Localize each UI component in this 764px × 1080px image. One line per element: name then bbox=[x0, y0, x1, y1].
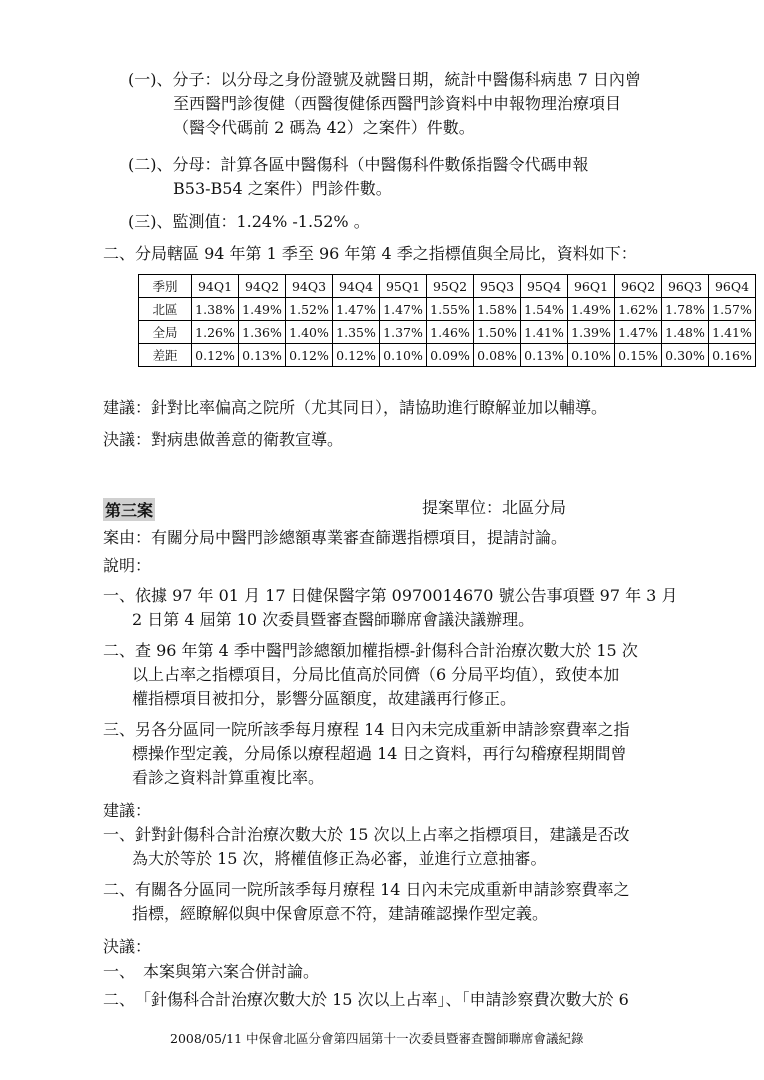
table-cell: 0.15% bbox=[615, 344, 662, 367]
table-cell: 1.41% bbox=[709, 321, 756, 344]
explain-2-line-3: 權指標項目被扣分，影響分區額度，故建議再行修正。 bbox=[132, 689, 517, 708]
table-cell: 1.47% bbox=[380, 298, 427, 321]
table-header-cell: 96Q3 bbox=[662, 275, 709, 298]
item-1-line-3: （醫令代碼前 2 碼為 42）之案件）件數。 bbox=[173, 118, 475, 137]
table-row bbox=[139, 298, 756, 321]
table-row-label: 北區 bbox=[139, 298, 192, 321]
table-cell: 0.10% bbox=[380, 344, 427, 367]
table-cell: 1.38% bbox=[192, 298, 239, 321]
table-cell: 0.12% bbox=[333, 344, 380, 367]
case-3-explain-label: 說明： bbox=[103, 556, 152, 575]
table-cell: 1.55% bbox=[427, 298, 474, 321]
case-3-unit: 提案單位：北區分局 bbox=[422, 498, 567, 517]
table-cell: 1.62% bbox=[615, 298, 662, 321]
resolution-1: 決議：對病患做善意的衛教宣導。 bbox=[103, 430, 344, 449]
table-cell: 1.50% bbox=[474, 321, 521, 344]
suggest-1-line-1: 一、針對針傷科合計治療次數大於 15 次以上占率之指標項目，建議是否改 bbox=[103, 825, 630, 844]
table-header-label: 季別 bbox=[139, 275, 192, 298]
table-cell: 1.41% bbox=[521, 321, 568, 344]
table-header-cell: 96Q4 bbox=[709, 275, 756, 298]
case-3-resolve-label: 決議： bbox=[103, 937, 152, 956]
table-cell: 0.09% bbox=[427, 344, 474, 367]
explain-3-line-2: 標操作型定義，分局係以療程超過 14 日之資料，再行勾稽療程期間曾 bbox=[132, 744, 627, 763]
explain-2-line-2: 以上占率之指標項目，分局比值高於同儕（6 分局平均值），致使本加 bbox=[132, 665, 620, 684]
suggest-1-line-2: 為大於等於 15 次，將權值修正為必審，並進行立意抽審。 bbox=[132, 849, 547, 868]
table-cell: 0.13% bbox=[521, 344, 568, 367]
explain-1-line-1: 一、依據 97 年 01 月 17 日健保醫字第 0970014670 號公告事項暨 97 年 3 月 bbox=[103, 586, 678, 605]
table-cell: 1.58% bbox=[474, 298, 521, 321]
table-cell: 1.54% bbox=[521, 298, 568, 321]
table-row bbox=[139, 321, 756, 344]
table-cell: 1.57% bbox=[709, 298, 756, 321]
table-row-label: 差距 bbox=[139, 344, 192, 367]
explain-3-line-1: 三、另各分區同一院所該季每月療程 14 日內未完成重新申請診察費率之指 bbox=[103, 720, 630, 739]
table-cell: 0.08% bbox=[474, 344, 521, 367]
item-1-line-2: 至西醫門診復健（西醫復健係西醫門診資料中申報物理治療項目 bbox=[173, 94, 622, 113]
table-cell: 0.10% bbox=[568, 344, 615, 367]
indicator-table bbox=[138, 274, 756, 367]
table-cell: 1.47% bbox=[615, 321, 662, 344]
section-2-heading: 二、分局轄區 94 年第 1 季至 96 年第 4 季之指標值與全局比，資料如下： bbox=[103, 244, 637, 263]
explain-3-line-3: 看診之資料計算重複比率。 bbox=[132, 768, 325, 787]
case-3-suggest-label: 建議： bbox=[103, 801, 152, 820]
table-header-cell: 94Q3 bbox=[286, 275, 333, 298]
table-cell: 1.40% bbox=[286, 321, 333, 344]
table-header-row bbox=[139, 275, 756, 298]
suggest-2-line-2: 指標，經瞭解似與中保會原意不符，建請確認操作型定義。 bbox=[132, 904, 549, 923]
resolve-2: 二、 「針傷科合計治療次數大於 15 次以上占率」、「申請診察費次數大於 6 bbox=[103, 990, 629, 1009]
table-cell: 1.35% bbox=[333, 321, 380, 344]
table-cell: 1.26% bbox=[192, 321, 239, 344]
table-header-cell: 94Q2 bbox=[239, 275, 286, 298]
table-cell: 0.12% bbox=[192, 344, 239, 367]
table-cell: 1.49% bbox=[568, 298, 615, 321]
table-row-label: 全局 bbox=[139, 321, 192, 344]
table-cell: 1.37% bbox=[380, 321, 427, 344]
resolve-1: 一、 本案與第六案合併討論。 bbox=[103, 962, 320, 981]
table-header-cell: 95Q1 bbox=[380, 275, 427, 298]
table-header-cell: 95Q4 bbox=[521, 275, 568, 298]
table-header-cell: 95Q3 bbox=[474, 275, 521, 298]
suggest-2-line-1: 二、有關各分區同一院所該季每月療程 14 日內未完成重新申請診察費率之 bbox=[103, 880, 630, 899]
table-cell: 1.46% bbox=[427, 321, 474, 344]
table-cell: 0.30% bbox=[662, 344, 709, 367]
table-cell: 0.12% bbox=[286, 344, 333, 367]
table-cell: 1.36% bbox=[239, 321, 286, 344]
table-header-cell: 96Q2 bbox=[615, 275, 662, 298]
page-footer: 2008/05/11 中保會北區分會第四屆第十一次委員暨審查醫師聯席會議紀錄 bbox=[170, 1031, 584, 1046]
item-3-line-1: (三)、監測值：1.24% -1.52% 。 bbox=[128, 212, 370, 231]
case-3-title: 第三案 bbox=[103, 498, 155, 521]
item-2-line-2: B53-B54 之案件）門診件數。 bbox=[173, 179, 392, 198]
explain-1-line-2: 2 日第 4 屆第 10 次委員暨審查醫師聯席會議決議辦理。 bbox=[132, 610, 535, 629]
table-header-cell: 95Q2 bbox=[427, 275, 474, 298]
table-cell: 1.52% bbox=[286, 298, 333, 321]
item-1-line-1: (一)、分子：以分母之身份證號及就醫日期，統計中醫傷科病患 7 日內曾 bbox=[128, 70, 641, 89]
table-row bbox=[139, 344, 756, 367]
table-cell: 1.48% bbox=[662, 321, 709, 344]
table-cell: 1.39% bbox=[568, 321, 615, 344]
table-cell: 0.13% bbox=[239, 344, 286, 367]
table-header-cell: 94Q1 bbox=[192, 275, 239, 298]
suggestion-1: 建議：針對比率偏高之院所（尤其同日），請協助進行瞭解並加以輔導。 bbox=[103, 398, 608, 417]
table-header-cell: 94Q4 bbox=[333, 275, 380, 298]
case-3-reason: 案由：有關分局中醫門診總額專業審查篩選指標項目，提請討論。 bbox=[103, 528, 568, 547]
explain-2-line-1: 二、查 96 年第 4 季中醫門診總額加權指標-針傷科合計治療次數大於 15 次 bbox=[103, 641, 638, 660]
item-2-line-1: (二)、分母：計算各區中醫傷科（中醫傷科件數係指醫令代碼申報 bbox=[128, 155, 589, 174]
table-cell: 1.78% bbox=[662, 298, 709, 321]
table-cell: 1.49% bbox=[239, 298, 286, 321]
table-cell: 1.47% bbox=[333, 298, 380, 321]
table-cell: 0.16% bbox=[709, 344, 756, 367]
table-header-cell: 96Q1 bbox=[568, 275, 615, 298]
